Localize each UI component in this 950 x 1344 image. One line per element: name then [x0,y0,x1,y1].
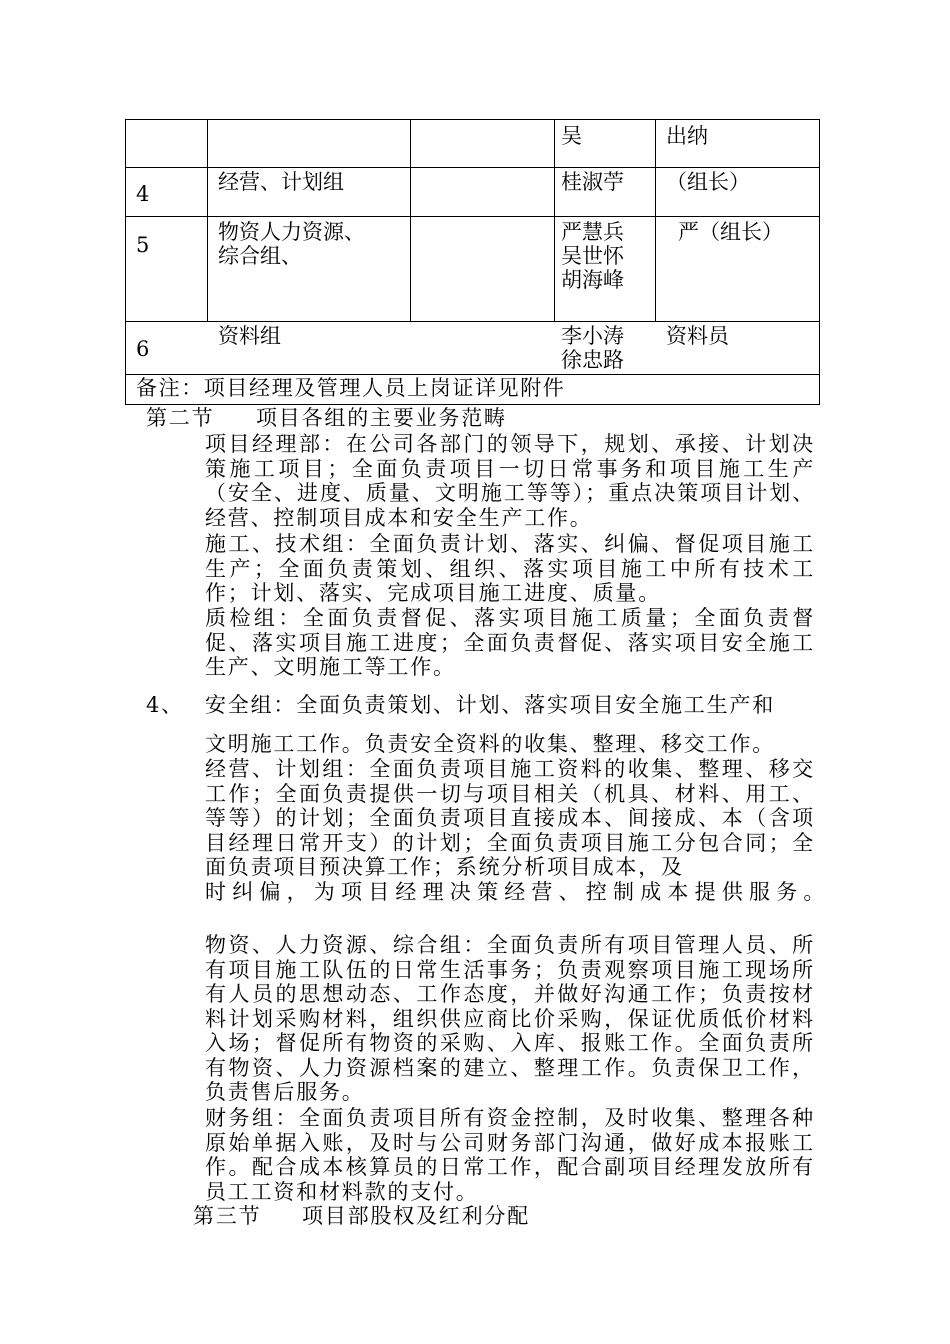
duty-paragraph: 施工、技术组：全面负责计划、落实、纠偏、督促项目施工生产；全面负责策划、组织、落实项目施工中所有技术工作；计划、落实、完成项目施工进度、质量。 [205,532,815,605]
table-note: 备注：项目经理及管理人员上岗证详见附件 [136,376,566,400]
duty-paragraph: 质检组：全面负责督促、落实项目施工质量；全面负责督促、落实项目施工进度；全面负责督促、落实项目安全施工生产、文明施工等工作。 [205,606,815,679]
table-cell-names: 严慧兵 [561,220,624,244]
col-divider [554,120,555,321]
table-cell-role: （组长） [666,170,750,194]
duty-paragraph: 项目经理部：在公司各部门的领导下，规划、承接、计划决策施工项目；全面负责项目一切日常事务和项目施工生产（安全、进度、质量、文明施工等等）；重点决策项目计划、经营、控制项目成本和安全生产工作。 [205,432,815,530]
section-heading-title: 项目部股权及红利分配 [302,1204,530,1228]
row-divider [126,321,819,322]
table-cell-no: 4 [136,182,150,206]
table-cell-no: 6 [136,337,150,361]
row-divider [126,374,819,375]
table-cell-group: 经营、计划组 [218,170,344,194]
duty-paragraph: 经营、计划组：全面负责项目施工资料的收集、整理、移交工作；全面负责提供一切与项目相关（机具、材料、用工、等等）的计划；全面负责项目直接成本、间接成、本（含项目经理日常开支）的计划；全面负责项目施工分包合同；全面负责项目预决算工作；系统分析项目成本，及 [205,757,815,879]
duty-paragraph: 财务组：全面负责项目所有资金控制，及时收集、整理各种原始单据入账，及时与公司财务部门沟通，做好成本报账工作。配合成本核算员的日常工作，配合副项目经理发放所有员工工资和材料款的支付。 [205,1106,815,1204]
table-cell-names: 桂淑苧 [561,170,624,194]
duty-paragraph: 物资、人力资源、综合组：全面负责所有项目管理人员、所有项目施工队伍的日常生活事务；负责观察项目施工现场所有人员的思想动态、工作态度，并做好沟通工作；负责按材料计划采购材料，组织供应商比价采购，保证优质低价材料入场；督促所有物资的采购、入库、报账工作。全面负责所有物资、人力资源档案的建立、整理工作。负责保卫工作，负责售后服务。 [205,933,815,1104]
col-divider [207,120,208,321]
table-cell-role: 资料员 [666,324,729,348]
duty-paragraph-line: 时纠偏，为项目经理决策经营、控制成本提供服务。 [205,880,831,904]
section-heading-title: 项目各组的主要业务范畴 [256,406,507,430]
table-cell-no: 5 [136,233,150,257]
list-number: 4、 [146,693,184,717]
row-divider [126,167,819,168]
table-cell-group: 物资人力资源、 综合组、 [218,220,365,268]
table-cell-role: 出纳 [666,124,708,148]
table-cell-names: 胡海峰 [561,268,624,292]
row-divider [126,216,819,217]
table-cell-names: 李小涛 [561,324,624,348]
table-cell-names: 吴世怀 [561,244,624,268]
duty-paragraph-line: 文明施工工作。负责安全资料的收集、整理、移交工作。 [205,732,775,756]
table-cell-names: 吴 [561,124,582,148]
table-cell-group: 资料组 [218,324,281,348]
staff-table [125,119,820,405]
col-divider [655,120,656,321]
duty-paragraph-line: 安全组：全面负责策划、计划、落实项目安全施工生产和 [205,693,775,717]
section-heading-label: 第二节 [146,406,215,430]
table-cell-role: 严（组长） [678,220,783,244]
table-cell-names: 徐忠路 [561,348,624,372]
col-divider [410,120,411,321]
section-heading-label: 第三节 [193,1204,262,1228]
